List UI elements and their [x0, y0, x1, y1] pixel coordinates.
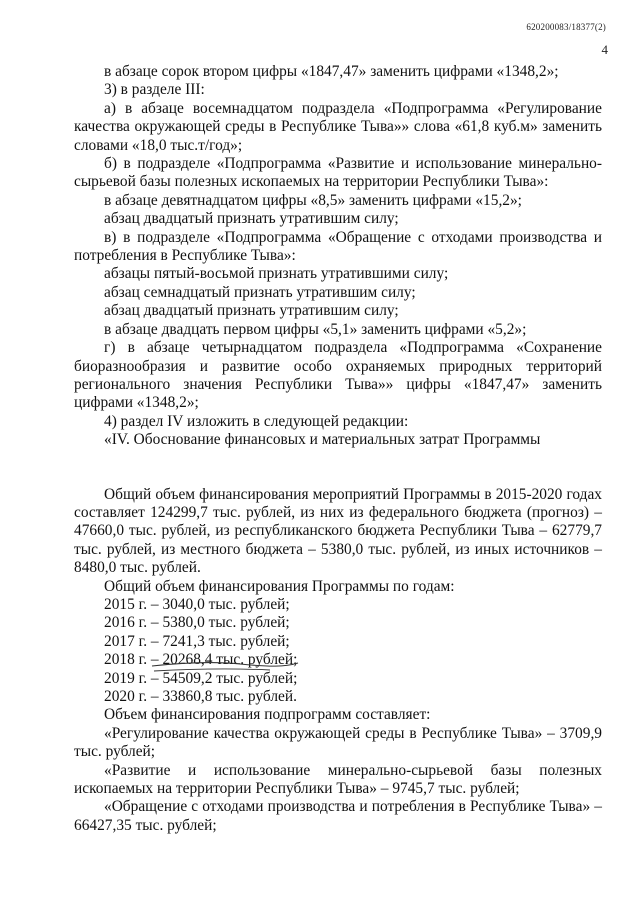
- paragraph-7: в) в подразделе «Подпрограмма «Обращение с отходами производства и потребления в Республике Тыва»:: [74, 228, 602, 265]
- subprogram-2-line: «Развитие и использование минерально-сырьевой базы полезных ископаемых на территории Республики Тыва» – 9745,7 тыс. рублей;: [74, 761, 602, 798]
- paragraph-5: в абзаце девятнадцатом цифры «8,5» заменить цифрами «15,2»;: [104, 191, 522, 209]
- subprogram-3-line: «Обращение с отходами производства и потребления в Республике Тыва» – 66427,35 тыс. рублей;: [74, 798, 602, 834]
- paragraph-1: в абзаце сорок втором цифры «1847,47» заменить цифрами «1348,2»;: [104, 63, 559, 80]
- year-2017-line: 2017 г. – 7241,3 тыс. рублей;: [104, 632, 290, 650]
- year-2016-line: 2016 г. – 5380,0 тыс. рублей;: [104, 614, 290, 632]
- year-2015-line: 2015 г. – 3040,0 тыс. рублей;: [104, 595, 290, 613]
- financing-by-years-heading: Общий объем финансирования Программы по годам:: [104, 577, 455, 595]
- paragraph-2: 3) в разделе III:: [104, 81, 205, 99]
- subprograms-heading: Объем финансирования подпрограмм составляет:: [104, 706, 431, 724]
- section-heading: «IV. Обоснование финансовых и материальных затрат Программы: [104, 431, 541, 449]
- page-number: 4: [601, 42, 608, 57]
- paragraph-13: 4) раздел IV изложить в следующей редакции:: [104, 412, 409, 430]
- document-code: 620200083/18377(2): [526, 22, 606, 32]
- document-body: [74, 63, 602, 835]
- year-2019-line: 2019 г. – 54509,2 тыс. рублей;: [104, 669, 298, 687]
- paragraph-11: в абзаце двадцать первом цифры «5,1» заменить цифрами «5,2»;: [104, 320, 527, 338]
- paragraph-3: а) в абзаце восемнадцатом подраздела «Подпрограмма «Регулирование качества окружающей среды в Республике Тыва»» слова «61,8 куб.м» заменить словами «18,0 тыс.т/год»;: [74, 99, 602, 154]
- financing-total-paragraph: Общий объем финансирования мероприятий Программы в 2015-2020 годах составляет 124299,7 тыс. рублей, из них из федерального бюджета (прогноз) – 47660,0 тыс. рублей, из республиканского бюджета Республики Тыва – 62779,7 тыс. рублей, из местного бюджета – 5380,0 тыс. рублей, из иных источников – 8480,0 тыс. рублей.: [74, 485, 602, 577]
- subprogram-1-line: «Регулирование качества окружающей среды в Республике Тыва» – 3709,9 тыс. рублей;: [74, 724, 602, 761]
- paragraph-8: абзацы пятый-восьмой признать утратившими силу;: [104, 265, 449, 283]
- paragraph-9: абзац семнадцатый признать утратившим силу;: [104, 283, 416, 301]
- paragraph-12: г) в абзаце четырнадцатом подраздела «Подпрограмма «Сохранение биоразнообразия и развитие особо охраняемых природных территорий регионального значения Республики Тыва»» цифры «1847,47» заменить цифрами «1348,2»;: [74, 339, 602, 412]
- paragraph-10: абзац двадцатый признать утратившим силу;: [104, 302, 399, 320]
- year-2020-line: 2020 г. – 33860,8 тыс. рублей.: [104, 688, 297, 705]
- paragraph-6: абзац двадцатый признать утратившим силу;: [104, 210, 399, 228]
- year-2018-line: 2018 г. – 20268,4 тыс. рублей;: [104, 651, 298, 669]
- paragraph-4: б) в подразделе «Подпрограмма «Развитие и использование минерально-сырьевой базы полезных ископаемых на территории Республики Тыва»:: [74, 155, 602, 191]
